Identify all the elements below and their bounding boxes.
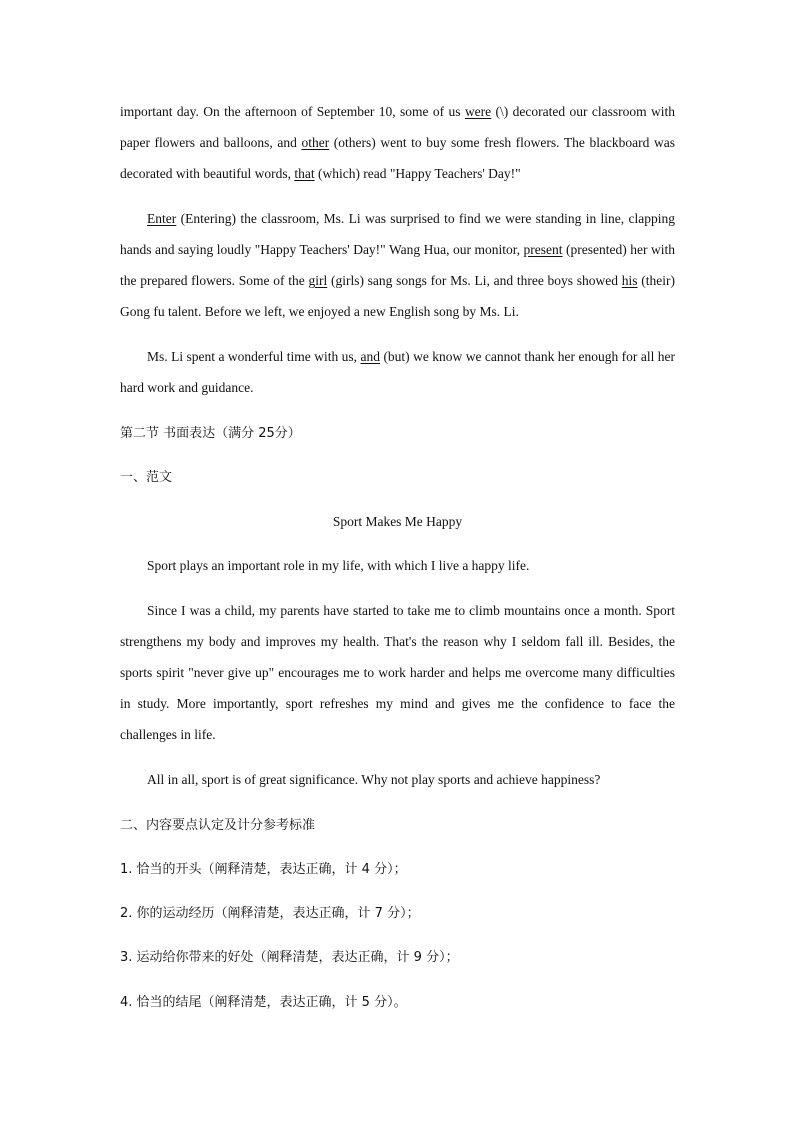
essay-paragraph-3: All in all, sport is of great significance. Why not play sports and achieve happiness?	[147, 772, 601, 787]
text-run: (others) went to buy some fresh flowers. The blackboard was decorated with beautiful words,	[120, 135, 675, 181]
section-heading: 第二节 书面表达（满分 25分）	[120, 426, 301, 441]
underlined-answer: present	[523, 242, 563, 257]
passage-paragraph-1	[120, 96, 675, 189]
underlined-answer: and	[360, 349, 380, 364]
criteria-item: 2. 你的运动经历（阐释清楚，表达正确，计 7 分）；	[120, 906, 420, 921]
text-run: (their) Gong fu talent. Before we left, we enjoyed a new English song by Ms. Li.	[120, 273, 675, 319]
part-heading: 一、范文	[120, 470, 173, 485]
text-run: Ms. Li spent a wonderful time with us,	[147, 349, 361, 364]
passage-paragraph-2	[120, 203, 675, 327]
essay-title: Sport Makes Me Happy	[332, 514, 463, 529]
criteria-item: 4. 恰当的结尾（阐释清楚，表达正确，计 5 分）。	[120, 995, 407, 1010]
underlined-answer: girl	[308, 273, 328, 288]
text-run: (\) decorated our classroom with paper flowers and balloons, and	[120, 104, 675, 150]
text-run: important day. On the afternoon of September 10, some of us	[120, 104, 465, 119]
underlined-answer: other	[301, 135, 330, 150]
essay-paragraph-1: Sport plays an important role in my life, with which I live a happy life.	[147, 558, 530, 573]
essay-paragraph-2: Since I was a child, my parents have started to take me to climb mountains once a month. Sport strengthens my body and improves my health. That's the reason why I seldom fall ill. Besides, the sports spirit "never give up" encourages me to work harder and helps me overcome many difficulties in study. More importantly, sport refreshes my mind and gives me the confidence to face the challenges in life.	[120, 603, 675, 742]
text-run: (presented) her with the prepared flowers. Some of the	[120, 242, 675, 288]
part-heading: 二、内容要点认定及计分参考标准	[120, 818, 316, 833]
passage-paragraph-3	[120, 341, 675, 403]
underlined-answer: his	[621, 273, 638, 288]
underlined-answer: Enter	[147, 211, 177, 226]
criteria-item: 1. 恰当的开头（阐释清楚，表达正确，计 4 分）；	[120, 862, 407, 877]
criteria-item: 3. 运动给你带来的好处（阐释清楚，表达正确，计 9 分）；	[120, 950, 459, 965]
text-run: (which) read "Happy Teachers' Day!"	[314, 166, 521, 181]
text-run: (Entering) the classroom, Ms. Li was surprised to find we were standing in line, clapping hands and saying loudly "Happy Teachers' Day!" Wang Hua, our monitor,	[120, 211, 675, 257]
text-run: (girls) sang songs for Ms. Li, and three boys showed	[327, 273, 622, 288]
text-run: (but) we know we cannot thank her enough for all her hard work and guidance.	[120, 349, 675, 395]
underlined-answer: that	[294, 166, 315, 181]
underlined-answer: were	[464, 104, 492, 119]
